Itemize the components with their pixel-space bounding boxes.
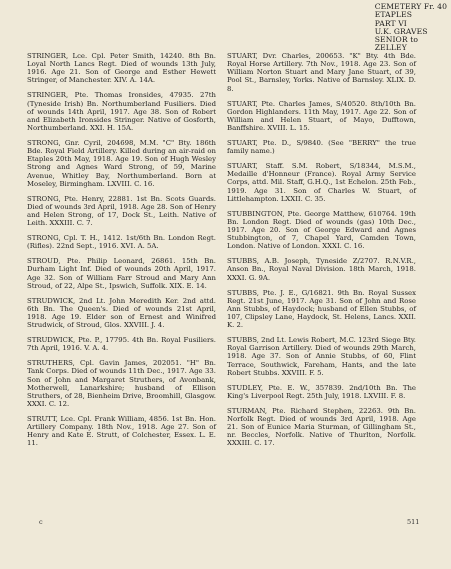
section-header <box>375 3 447 53</box>
header-line: CEMETERY Fr. 40 <box>374 2 447 11</box>
header-line: ETAPLES <box>374 10 413 20</box>
burial-entry: STUBBS, Pte. J. E., G/16821. 9th Bn. Royal Sussex Regt. 21st June, 1917. Age 31. Son of John and Rose Ann Stubbs, of Haydock; husband of Ellen Stubbs, of 107, Clipsley Lane, Haydock, St. Helens, Lancs. XXII. K. 2. <box>227 288 416 330</box>
burial-entry: STRONG, Gnr. Cyril, 204698, M.M. "C" Bty. 186th Bde. Royal Field Artillery. Killed during an air-raid on Etaples 20th May, 1918. Age 19. Son of Hugh Wesley Strong and Agnes Ward Strong, of 59, Marine Avenue, Whitley Bay, Northumberland. Born at Moseley, Birmingham. LXVIII. C. 16. <box>27 139 216 188</box>
burial-entry: STUBBS, 2nd Lt. Lewis Robert, M.C. 123rd Siege Bty. Royal Garrison Artillery. Died of wounds 29th March, 1918. Age 37. Son of Annie Stubbs, of 60, Flint Terrace, Southwick, Fareham, Hants, and the late Robert Stubbs. XXVIII. F. 5. <box>227 336 416 377</box>
burial-entry: STRUTHERS, Cpl. Gavin James, 202051. "H" Bn. Tank Corps. Died of wounds 11th Dec., 1917. Age 33. Son of John and Margaret Struthers, of Avonbank, Motherwell, Lanarkshire; husband of Ellison Struthers, of 28, Bienheim Drive, Broomhill, Glasgow. XXXI. C. 12. <box>27 359 216 408</box>
right-column <box>227 52 416 454</box>
burial-entry: STRONG, Cpl. T. H., 1412. 1st/6th Bn. London Regt. (Rifles). 22nd Sept., 1916. XVI. A. 5A. <box>27 234 216 251</box>
burial-entry: STRINGER, Pte. Thomas Ironsides, 47935. 27th (Tyneside Irish) Bn. Northumberland Fusiliers. Died of wounds 14th April, 1917. Age 38. Son of Robert and Elizabeth Ironsides Stringer. Native of Gosforth, Northumberland. XXI. H. 15A. <box>27 91 216 133</box>
burial-entry: STUDLEY, Pte. E. W., 357839. 2nd/10th Bn. The King's Liverpool Regt. 25th July, 1918. LXVIII. F. 8. <box>227 383 416 400</box>
burial-entry: STUBBS, A.B. Joseph, Tyneside Z/2707. R.N.V.R., Anson Bn., Royal Naval Division. 18th March, 1918. XXXI. G. 9A. <box>227 257 416 282</box>
header-line: ZELLEY <box>374 43 407 53</box>
burial-entry: STROUD, Pte. Philip Leonard, 26861. 15th Bn. Durham Light Inf. Died of wounds 20th April, 1917. Age 32. Son of William Farr Stroud and Mary Ann Stroud, of 22, Alpe St., Ipswich, Suffolk. XIX. E. 14. <box>27 257 216 290</box>
burial-entry: STURMAN, Pte. Richard Stephen, 22263. 9th Bn. Norfolk Regt. Died of wounds 3rd April, 1918. Age 21. Son of Eunice Maria Sturman, of Gillingham St., nr. Beccles, Norfolk. Native of Thurlton, Norfolk. XXXIII. C. 17. <box>227 406 416 448</box>
footer-mark: c <box>39 518 43 526</box>
header-line: PART VI <box>374 18 407 28</box>
burial-entry: STUART, Dvr. Charles, 200653. "K" Bty. 4th Bde. Royal Horse Artillery. 7th Nov., 1918. Age 23. Son of William Norton Stuart and Mary Jane Stuart, of 39, Pool St., Barnsley, Yorks. Native of Barnsley. XLIX. D. 8. <box>227 52 416 93</box>
burial-entry: STUART, Staff. S.M. Robert, S/18344, M.S.M., Medaille d'Honneur (France). Royal Army Service Corps, attd. Mil. Staff, G.H.Q., 1st Echelon. 25th Feb., 1919. Age 31. Son of Charles W. Stuart, of Littlehampton. LXXII. C. 35. <box>227 162 416 203</box>
header-line: SENIOR to <box>374 35 419 45</box>
burial-entry: STUART, Pte. D., S/9840. (See "BERRY" the true family name.) <box>227 139 416 156</box>
page-number: 511 <box>407 518 420 526</box>
burial-entry: STRUDWICK, 2nd Lt. John Meredith Ker. 2nd attd. 6th Bn. The Queen's. Died of wounds 21st April, 1918. Age 19. Elder son of Ernest and Winifred Strudwick, of Stroud, Glos. XXVIII. J. 4. <box>27 296 216 330</box>
left-column <box>27 52 216 454</box>
burial-entry: STRUDWICK, Pte. P., 17795. 4th Bn. Royal Fusiliers. 7th April, 1916. V. A. 4. <box>27 336 216 353</box>
burial-entry: STRUTT, Lce. Cpl. Frank William, 4856. 1st Bn. Hon. Artillery Company. 18th Nov., 1918. Age 27. Son of Henry and Kate E. Strutt, of Colchester, Essex. L. E. 11. <box>27 414 216 448</box>
burial-entry: STRONG, Pte. Henry, 22881. 1st Bn. Scots Guards. Died of wounds 3rd April, 1918. Age 28. Son of Henry and Helen Strong, of 17, Dock St., Leith. Native of Leith. XXXIII. C. 7. <box>27 194 216 228</box>
header-line: U.K. GRAVES <box>374 26 428 36</box>
burial-entry: STRINGER, Lce. Cpl. Peter Smith, 14240. 8th Bn. Loyal North Lancs Regt. Died of wounds 13th July, 1916. Age 21. Son of George and Esther Hewett Stringer, of Manchester. XIV. A. 14A. <box>27 52 216 85</box>
burial-entry: STUART, Pte. Charles James, S/40520. 8th/10th Bn. Gordon Highlanders. 11th May, 1917. Age 22. Son of William and Helen Stuart, of Mayo, Dufftown, Banffshire. XVIII. L. 15. <box>227 99 416 133</box>
burial-entry: STUBBINGTON, Pte. George Matthew, 610764. 19th Bn. London Regt. Died of wounds (gas) 10th Dec., 1917. Age 20. Son of George Edward and Agnes Stubbington, of 7, Chapel Yard, Camden Town, London. Native of London. XXXI. C. 16. <box>227 209 416 251</box>
